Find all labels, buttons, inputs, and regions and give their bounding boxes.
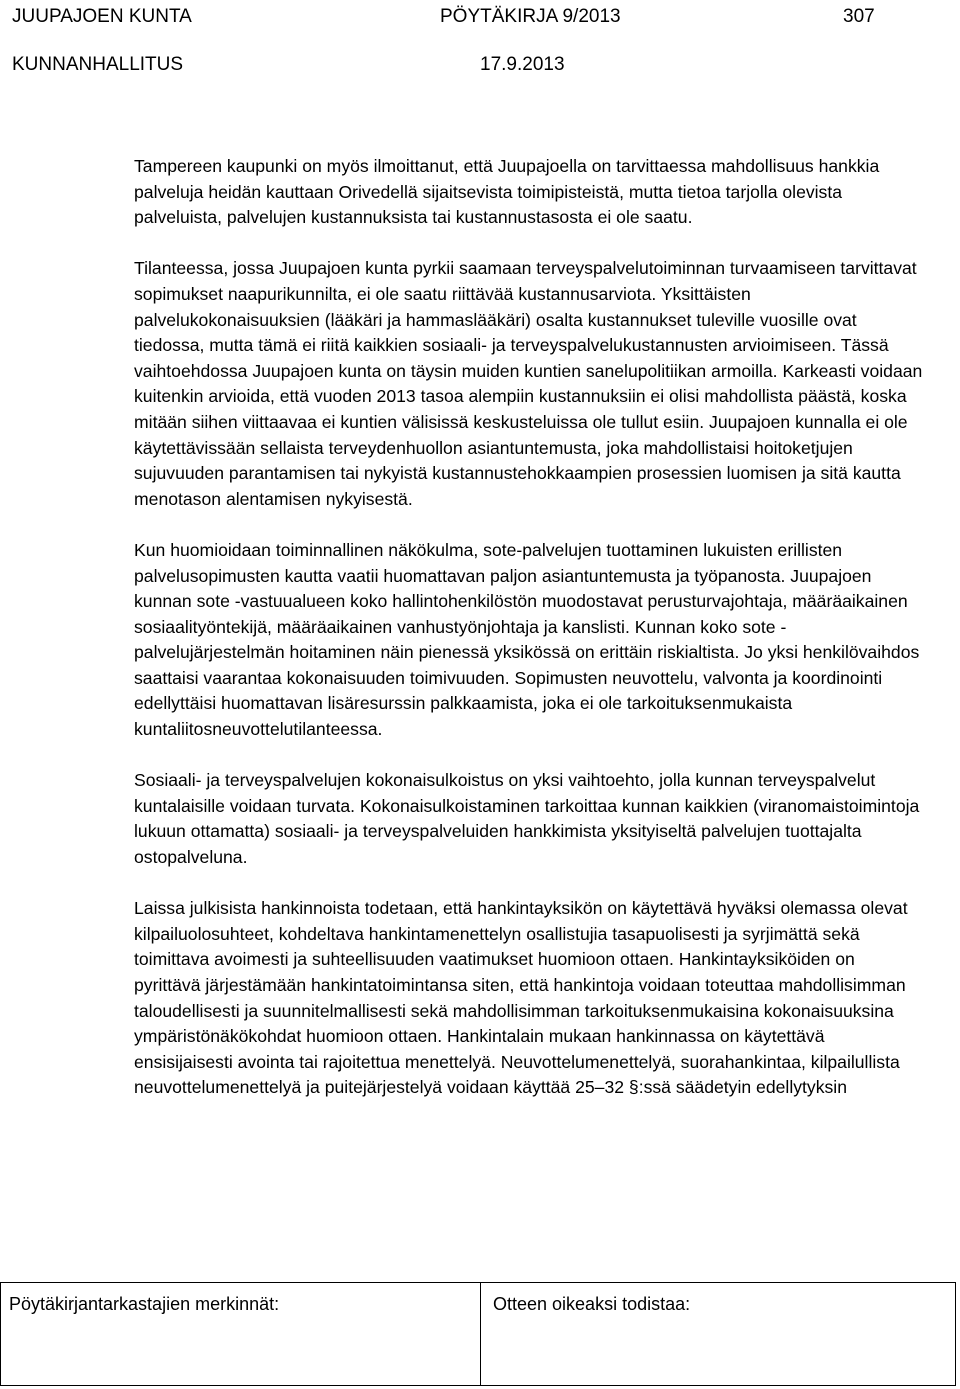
paragraph: Tampereen kaupunki on myös ilmoittanut, että Juupajoella on tarvittaessa mahdollisuus hankkia palveluja heidän kauttaan Orivedellä sijaitsevista toimipisteistä, mutta tietoa tarjolla olevista palveluista, palvelujen kustannuksista tai kustannustasosta ei ole saatu.	[134, 156, 880, 228]
paragraph: Kun huomioidaan toiminnallinen näkökulma, sote-palvelujen tuottaminen lukuisten erillisten palvelusopimusten kautta vaatii huomattavan paljon asiantuntemusta ja työpanosta. Juupajoen kunnan sote -vastuualueen koko hallintohenkilöstön muodostavat perusturvajohtaja, määräaikainen sosiaalityöntekijä, määräaikainen vanhustyönjohtaja ja kanslisti. Kunnan koko sote -palvelujärjestelmän hoitaminen näin pienessä yksikössä on erittäin riskialtista. Jo yksi henkilövaihdos saattaisi vaarantaa kokonaisuuden toimivuuden. Sopimusten neuvottelu, valvonta ja koordinointi edellyttäisi huomattavan lisäresurssin palkkaamista, joka ei ole tarkoituksenmukaista kuntaliitosneuvottelutilanteessa.	[134, 539, 920, 740]
minutes-body	[134, 154, 924, 1127]
paragraph: Sosiaali- ja terveyspalvelujen kokonaisulkoistus on yksi vaihtoehto, jolla kunnan terveyspalvelut kuntalaisille voidaan turvata. Kokonaisulkoistaminen tarkoittaa kunnan kaikkien (viranomaistoimintoja lukuun ottamatta) sosiaali- ja terveyspalveluiden hankkimista yksityiseltä palvelujen tuottajalta ostopalveluna.	[134, 770, 920, 868]
paragraph: Tilanteessa, jossa Juupajoen kunta pyrkii saamaan terveyspalvelutoiminnan turvaamiseen tarvittavat sopimukset naapurikunnilta, ei ole saatu riittävää kustannusarviota. Yksittäisten palvelukokonaisuuksien (lääkäri ja hammaslääkäri) osalta kustannukset tuleville vuosille ovat tiedossa, mutta tämä ei riitä kaikkien sosiaali- ja terveyspalvelukustannusten arvioimiseen. Tässä vaihtoehdossa Juupajoen kunta on täysin muiden kuntien sanelupolitiikan armoilla. Karkeasti voidaan kuitenkin arvioida, että vuoden 2013 tasoa alempiin kustannuksiin ei olisi mahdollista päästä, koska mitään siihen viittaavaa ei kuntien välisissä keskusteluissa ole tullut esiin. Juupajoen kunnalla ei ole käytettävissään sellaista terveydenhuollon asiantuntemusta, joka mahdollistaisi hoitoketjujen sujuvuuden parantamisen tai nykyistä kustannustehokkaampien prosessien luomisen ja sitä kautta menotason alentamisen nykyisestä.	[134, 258, 923, 509]
certified-copy-label: Otteen oikeaksi todistaa:	[493, 1294, 691, 1314]
paragraph: Laissa julkisista hankinnoista todetaan, että hankintayksikön on käytettävä hyväksi olemassa olevat kilpailuolosuhteet, kohdeltava hankintamenettelyn osallistujia tasapuolisesti ja syrjimättä sekä toimittava avoimesti ja suhteellisuuden vaatimukset huomioon ottaen. Hankintayksiköiden on pyrittävä järjestämään hankintatoimintansa siten, että hankintoja voidaan toteuttaa mahdollisimman taloudellisesti ja suunnitelmallisesti sekä mahdollisimman tarkoituksenmukaisina kokonaisuuksina ympäristönäkökohdat huomioon ottaen. Hankintalain mukaan hankinnassa on käytettävä ensisijaisesti avointa tai rajoitettua menettelyä. Neuvottelumenettelyä, suorahankintaa, kilpailullista neuvottelumenettelyä ja puitejärjestelyä voidaan käyttää 25–32 §:ssä säädetyin edellytyksin	[134, 898, 908, 1098]
footer-signature-box	[0, 1282, 956, 1386]
page-number: 307	[843, 6, 875, 27]
document-title: PÖYTÄKIRJA 9/2013	[440, 6, 621, 27]
footer-divider	[480, 1283, 481, 1385]
board-name: KUNNANHALLITUS	[12, 54, 184, 75]
reviewers-notes-label: Pöytäkirjantarkastajien merkinnät:	[9, 1294, 280, 1314]
meeting-date: 17.9.2013	[480, 54, 565, 75]
municipality-name: JUUPAJOEN KUNTA	[12, 6, 192, 27]
